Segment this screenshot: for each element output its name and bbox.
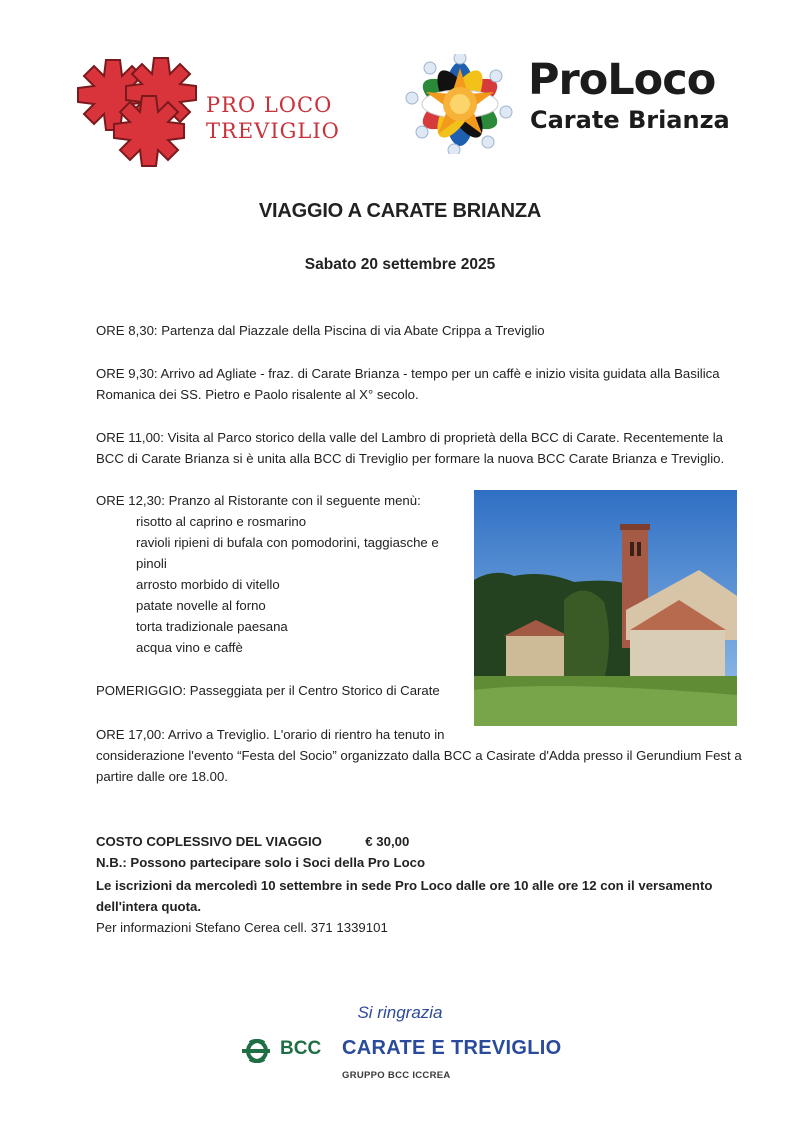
- menu-item: torta tradizionale paesana: [136, 619, 288, 634]
- itinerary-text: BCC di Carate Brianza si è unita alla BCC di Treviglio per formare la nuova BCC Carate Brianza e Treviglio.: [96, 451, 725, 466]
- bank-name: CARATE E TREVIGLIO: [342, 1037, 562, 1059]
- logo-line-2: TREVIGLIO: [206, 119, 340, 143]
- cost-label: COSTO COPLESSIVO DEL VIAGGIO: [96, 834, 322, 849]
- registration-info: [96, 875, 756, 917]
- pro-loco-treviglio-wordmark: [206, 92, 340, 144]
- itinerary-time: POMERIGGIO:: [96, 683, 187, 698]
- event-date: Sabato 20 settembre 2025: [304, 256, 496, 273]
- menu-item: arrosto morbido di vitello: [136, 577, 280, 592]
- itinerary-text: Arrivo a Treviglio. L'orario di rientro ha tenuto in: [167, 727, 445, 742]
- contact-info: Per informazioni Stefano Cerea cell. 371 1339101: [96, 920, 388, 935]
- pro-loco-treviglio-logo: [72, 50, 362, 170]
- itinerary-text: considerazione l'evento “Festa del Socio” organizzato dalla BCC a Casirate d'Adda presso il Gerundium Fest a: [96, 748, 742, 763]
- itinerary-item: [96, 363, 720, 405]
- menu-item: risotto al caprino e rosmarino: [136, 514, 307, 529]
- itinerary-time: ORE 11,00:: [96, 430, 164, 445]
- itinerary-time: ORE 17,00:: [96, 727, 165, 742]
- pro-loco-carate-title: [528, 56, 715, 104]
- sun-flower-emblem-icon: [402, 54, 520, 154]
- itinerary-text: Romanica dei SS. Pietro e Paolo risalente al X° secolo.: [96, 387, 419, 402]
- title-loco: Loco: [607, 55, 716, 105]
- itinerary-text: Arrivo ad Agliate - fraz. di Carate Brianza - tempo per un caffè e inizio visita guidata alla Basilica: [160, 366, 720, 381]
- basilica-photo: [474, 490, 737, 726]
- bcc-wordmark: BCC: [280, 1038, 322, 1059]
- logo-line-1: PRO LOCO: [206, 93, 333, 117]
- bcc-emblem-icon: [238, 1036, 274, 1066]
- itinerary-time: ORE 12,30:: [96, 493, 165, 508]
- menu-item: pinoli: [136, 556, 167, 571]
- registration-line: dell'intera quota.: [96, 899, 201, 914]
- title-pro: Pro: [528, 55, 608, 105]
- itinerary-text: partire dalle ore 18.00.: [96, 769, 228, 784]
- registration-line: Le iscrizioni da mercoledì 10 settembre in sede Pro Loco dalle ore 10 alle ore 12 con il versamento: [96, 878, 713, 893]
- itinerary-item: [96, 490, 421, 511]
- page-title: VIAGGIO A CARATE BRIANZA: [258, 200, 542, 222]
- lunch-menu: [136, 511, 439, 658]
- basilica-image: [474, 490, 737, 726]
- cost-value: € 30,00: [365, 834, 410, 849]
- thanks-text: Si ringrazia: [357, 1003, 443, 1022]
- itinerary-text: Partenza dal Piazzale della Piscina di via Abate Crippa a Treviglio: [161, 323, 545, 338]
- itinerary-text: Passeggiata per il Centro Storico di Carate: [189, 683, 440, 698]
- itinerary-text: Visita al Parco storico della valle del Lambro di proprietà della BCC di Carate. Recentemente la: [167, 430, 723, 445]
- menu-item: patate novelle al forno: [136, 598, 266, 613]
- cost-line: [96, 831, 409, 852]
- itinerary-time: ORE 9,30:: [96, 366, 158, 381]
- members-note: N.B.: Possono partecipare solo i Soci della Pro Loco: [96, 855, 426, 870]
- itinerary-item: [96, 320, 545, 341]
- bank-group: GRUPPO BCC ICCREA: [342, 1070, 451, 1081]
- menu-item: ravioli ripieni di bufala con pomodorini, taggiasche e: [136, 535, 439, 550]
- itinerary-item: [96, 724, 776, 787]
- itinerary-item: [96, 680, 440, 701]
- itinerary-time: ORE 8,30:: [96, 323, 158, 338]
- pro-loco-carate-logo: [400, 48, 750, 158]
- menu-item: acqua vino e caffè: [136, 640, 243, 655]
- itinerary-item: [96, 427, 724, 469]
- red-cross-emblem-icon: [72, 50, 212, 170]
- pro-loco-carate-subtitle: Carate Brianza: [530, 106, 730, 134]
- itinerary-text: Pranzo al Ristorante con il seguente menù:: [168, 493, 421, 508]
